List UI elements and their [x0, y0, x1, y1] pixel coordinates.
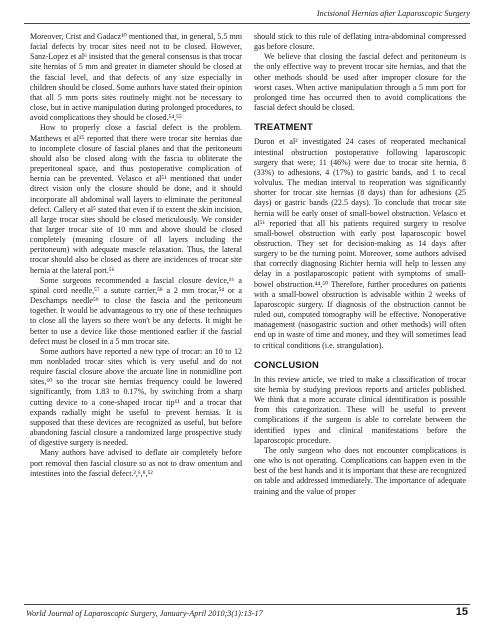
page-number: 15 — [455, 606, 468, 618]
left-paragraph-1: Moreover, Crist and Gadacz¹⁰ mentioned that, in general, 5.5 mm facial defects by trocar sites need not to be closed. However, Sanz-Lopez et al⁶ insisted that the general consensus is that trocar site hernias of 5 mm and greater in diameter should be closed at the fascial level, and that defects of any size especially in children should be closed. Some authors have stated their opinion that all 5 mm ports sites routinely might not be necessary to close, but in active manipulation during prolonged procedures, to avoid complications they should be closed.⁵⁴,⁵⁵ — [30, 32, 242, 123]
right-paragraph-5: The only surgeon who does not encounter complications is one who is not operating. Complications can happen even in the best of the best hands and it is important that these are recognized on table and addressed immediately. The importance of adequate training and the value of proper — [254, 445, 466, 496]
footer-rule — [24, 604, 470, 605]
right-paragraph-2: We believe that closing the fascial defect and peritoneum is the only effective way to prevent trocar site hernias, and that the other methods should be used after improper closure for the worst cases. When active manipulation through a 5 mm port for prolonged time has occurred then to avoid complications the fascial defect should be closed. — [254, 52, 466, 113]
footer-journal-citation: World Journal of Laparoscopic Surgery, January-April 2010;3(1):13-17 — [26, 609, 263, 618]
header-rule — [24, 23, 470, 24]
right-paragraph-1: should stick to this rule of deflating intra-abdominal compressed gas before closure. — [254, 32, 466, 52]
right-paragraph-3: Duron et al² investigated 24 cases of reoperated mechanical intestinal obstruction postoperative following laparoscopic surgery that were; 11 (46%) were due to trocar site hernia, 8 (33%) to adhesions, 4 (17%) to gastric bands, and 1 to cecal volvulus. The median interval to reoperation was significantly shorter for trocar site hernias (8 days) than for adhesions (25 days) or gastric bands (22.5 days). To conclude that trocar site hernia will be early onset of small-bowel obstruction. Velasco et al⁵¹ reported that all his patients required surgery to resolve small-bowel obstruction with early post laparoscopic bowel obstruction. They set for decision-making as 14 days after surgery to be the turning point. Moreover, some authors advised that correctly diagnosing Richter hernia will help to lessen any delay in a postlaparoscopic patient with symptoms of small-bowel obstruction.⁴⁴,⁵⁰ Therefore, further procedures on patients with a small-bowel obstruction is advisable within 2 weeks of laparoscopic surgery. If diagnosis of the obstruction cannot be ruled out, computed tomography will be effective. Nonoperative management (nasogastric suction and other methods) will often end up in waste of time and money, and they will sometimes lead to critical conditions (i.e. strangulation). — [254, 137, 466, 350]
section-heading-conclusion: CONCLUSION — [254, 358, 320, 370]
left-paragraph-3: Some surgeons recommended a fascial closure device,¹⁶ a spinal cord needle,⁵⁷ a suture carrier,⁵⁸ a 2 mm trocar,⁵⁴ or a Deschamps needle⁵⁹ to close the fascia and the peritoneum together. It would be advantageous to try one of these techniques to close all the layers so there won't be any defects. It might be better to use a device like those mentioned earlier if the fascial defect must be closed in a 5 mm trocar site. — [30, 275, 242, 346]
right-paragraph-4: In this review article, we tried to make a classification of trocar site hernia by studying previous reports and articles published. We think that a more accurate clinical identification is possible from this categorization. These will be useful to prevent complications if the surgeon is able to correlate between the identified types and clinical manifestations before the laparoscopic procedure. — [254, 374, 466, 445]
left-paragraph-4: Some authors have reported a new type of trocar: an 10 to 12 mm nonbladed trocar sites which is very useful and do not require fascial closure above the arcuate line in nonmidline port sites,⁶⁰ so the trocar site hernias frequency could be lowered significantly, from 1.83 to 0.17%, by switching from a sharp cutting device to a cone-shaped trocar tip⁶¹ and a trocar that expands radially might be useful to prevent hernias. It is supposed that these devices are recognized as useful, but before abandoning fascial closure a randomized large prospective study of digestive surgery is needed. — [30, 346, 242, 448]
right-column — [254, 32, 466, 497]
left-paragraph-5: Many authors have advised to deflate air completely before port removal then fascial closure so as not to draw omentum and intestines into the fascial defect.²,⁶,⁸,⁵² — [30, 448, 242, 478]
running-title: Incisional Hernias after Laparoscopic Surgery — [316, 9, 470, 18]
left-paragraph-2: How to properly close a fascial defect is the problem. Matthews et al¹⁵ reported that there were trocar site hernias due to incomplete closure of fascial planes and that the peritoneum should also be closed along with the fascia to obliterate the preperitoneal space, and thus postoperative complication of hernia can be prevented. Velasco et al⁵¹ mentioned that under direct vision only the closure should be done, and it should incorporate all abdominal wall layers to eliminate the peritoneal defect. Callery et al⁵ stated that even if to extent the skin incision, all large trocar sites should be closed meticulously. We consider that larger trocar site of 10 mm and above should be closed completely (meaning closure of all layers including the peritoneum) with adequate muscle relaxation. Thus, the lateral trocar should also be closed as there are incidences of trocar site hernia at the lateral port.⁵⁶ — [30, 123, 242, 275]
section-heading-treatment: TREATMENT — [254, 121, 313, 133]
left-column — [30, 32, 242, 479]
